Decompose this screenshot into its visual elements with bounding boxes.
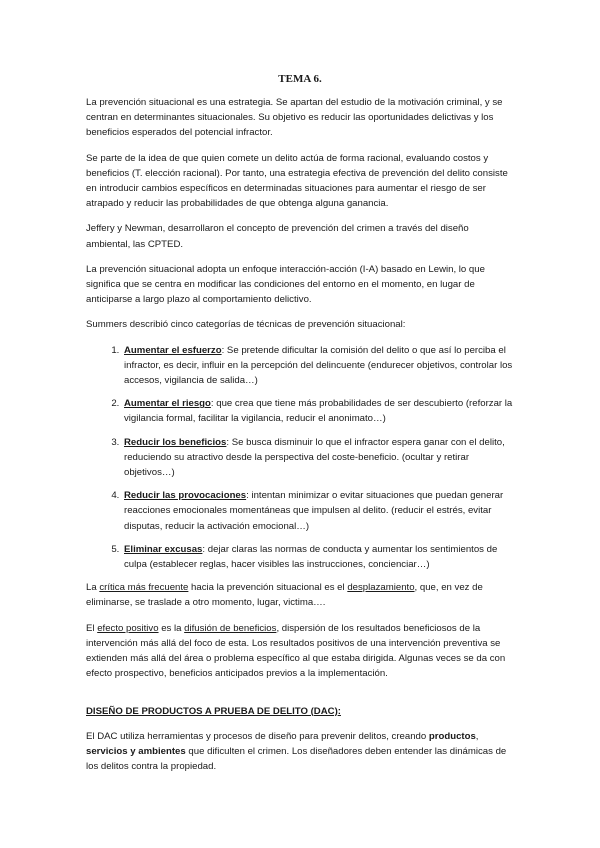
section-heading-dac <box>86 706 514 717</box>
paragraph-rational-choice: Se parte de la idea de que quien comete un delito actúa de forma racional, evaluando costos y beneficios (T. elección racional). Por tanto, una estrategia efectiva de prevención del delito consiste en introducir cambios específicos en determinadas situaciones para aumentar el riesgo de ser atrapado y reducir las probabilidades de que obtenga alguna ganancia. <box>86 152 508 210</box>
paragraph-cpted: Jeffery y Newman, desarrollaron el concepto de prevención del crimen a través del diseño ambiental, las CPTED. <box>86 223 469 250</box>
list-item-term: Eliminar excusas <box>124 543 203 555</box>
list-item-text: que crea que tiene más probabilidades de ser descubierto (reforzar la vigilancia formal, facilitar la vigilancia, reducir el anonimato…) <box>124 398 513 425</box>
list-item-term: Reducir las provocaciones <box>124 490 247 502</box>
list-item-separator: : <box>210 398 217 410</box>
section-heading-colon: : <box>337 705 341 717</box>
paragraph-summers: Summers describió cinco categorías de técnicas de prevención situacional: <box>86 319 406 331</box>
text-run: hacia la prevención situacional es el <box>188 582 348 594</box>
paragraph-interaction-action: La prevención situacional adopta un enfoque interacción-acción (I-A) basado en Lewin, lo que significa que se centra en modificar las condiciones del entorno en el momento, en lugar de anticiparse a largo plazo al comportamiento delictivo. <box>86 263 485 306</box>
page-title: TEMA 6. <box>278 73 322 85</box>
paragraph-dac <box>86 729 514 775</box>
list-item <box>122 542 514 572</box>
list-item <box>122 343 514 389</box>
list-item-term: Aumentar el riesgo <box>124 398 211 410</box>
list-item-text: Se busca disminuir lo que el infractor espera ganar con el delito, reduciendo su atractivo desde la perspectiva del coste-beneficio. (ocultar y retirar objetivos…) <box>124 436 505 479</box>
bold-term: servicios y ambientes <box>86 745 186 757</box>
text-run: La <box>86 582 100 594</box>
list-item-term: Aumentar el esfuerzo <box>124 344 222 356</box>
text-run: , <box>475 730 479 742</box>
paragraph-criticism <box>86 580 514 610</box>
list-item-text: dejar claras las normas de conducta y aumentar los sentimientos de culpa (establecer reglas, hacer visibles las instrucciones, concienciar…) <box>124 543 498 571</box>
underlined-term: crítica más frecuente <box>99 582 189 594</box>
text-run: que dificulten el crimen. Los diseñadores deben entender las dinámicas de los delitos contra la propiedad. <box>86 745 507 772</box>
list-item <box>122 435 514 481</box>
text-run: El DAC utiliza herramientas y procesos de diseño para prevenir delitos, creando <box>86 730 429 742</box>
text-run: , dispersión de los resultados beneficiosos de la intervención más allá del foco de esta. Los resultados positivos de una intervención preventiva se extienden más allá del área o problema específico al que estaba dirigida. Algunas veces se da con efecto prospectivo, beneficios anticipados previos a la implementación. <box>86 622 506 680</box>
list-item <box>122 396 514 426</box>
text-run: El <box>86 622 98 634</box>
list-item-text: intentan minimizar o evitar situaciones que puedan generar reacciones emocionales momentáneas que impulsen al delito. (reducir el estrés, evitar disputas, reducir la activación emocional…) <box>124 490 504 532</box>
text-run: , que, en vez de eliminarse, se traslade a otro momento, lugar, victima…. <box>86 582 483 609</box>
list-item-text: Se pretende dificultar la comisión del delito o que así lo perciba el infractor, es decir, influir en la percepción del delincuente (endurecer objetivos, controlar los accesos, vigilancia de salida…) <box>124 344 513 387</box>
underlined-term: efecto positivo <box>97 622 159 634</box>
list-item-separator: : <box>202 543 208 555</box>
techniques-list <box>86 343 514 573</box>
section-heading-text: DISEÑO DE PRODUCTOS A PRUEBA DE DELITO (DAC) <box>86 705 338 717</box>
list-item-separator: : <box>246 490 252 502</box>
paragraph-positive-effect <box>86 621 514 682</box>
underlined-term: difusión de beneficios <box>184 622 277 634</box>
text-run: es la <box>158 622 185 634</box>
bold-term: productos <box>428 730 476 742</box>
underlined-term: desplazamiento <box>347 582 415 594</box>
list-item-separator: : <box>226 436 232 448</box>
list-item <box>122 488 514 534</box>
list-item-separator: : <box>221 344 227 356</box>
paragraph-intro: La prevención situacional es una estrategia. Se apartan del estudio de la motivación criminal, y se centran en determinantes situacionales. Su objetivo es reducir las oportunidades delictivas y los beneficios esperados del potencial infractor. <box>86 97 503 139</box>
list-item-term: Reducir los beneficios <box>124 436 227 448</box>
